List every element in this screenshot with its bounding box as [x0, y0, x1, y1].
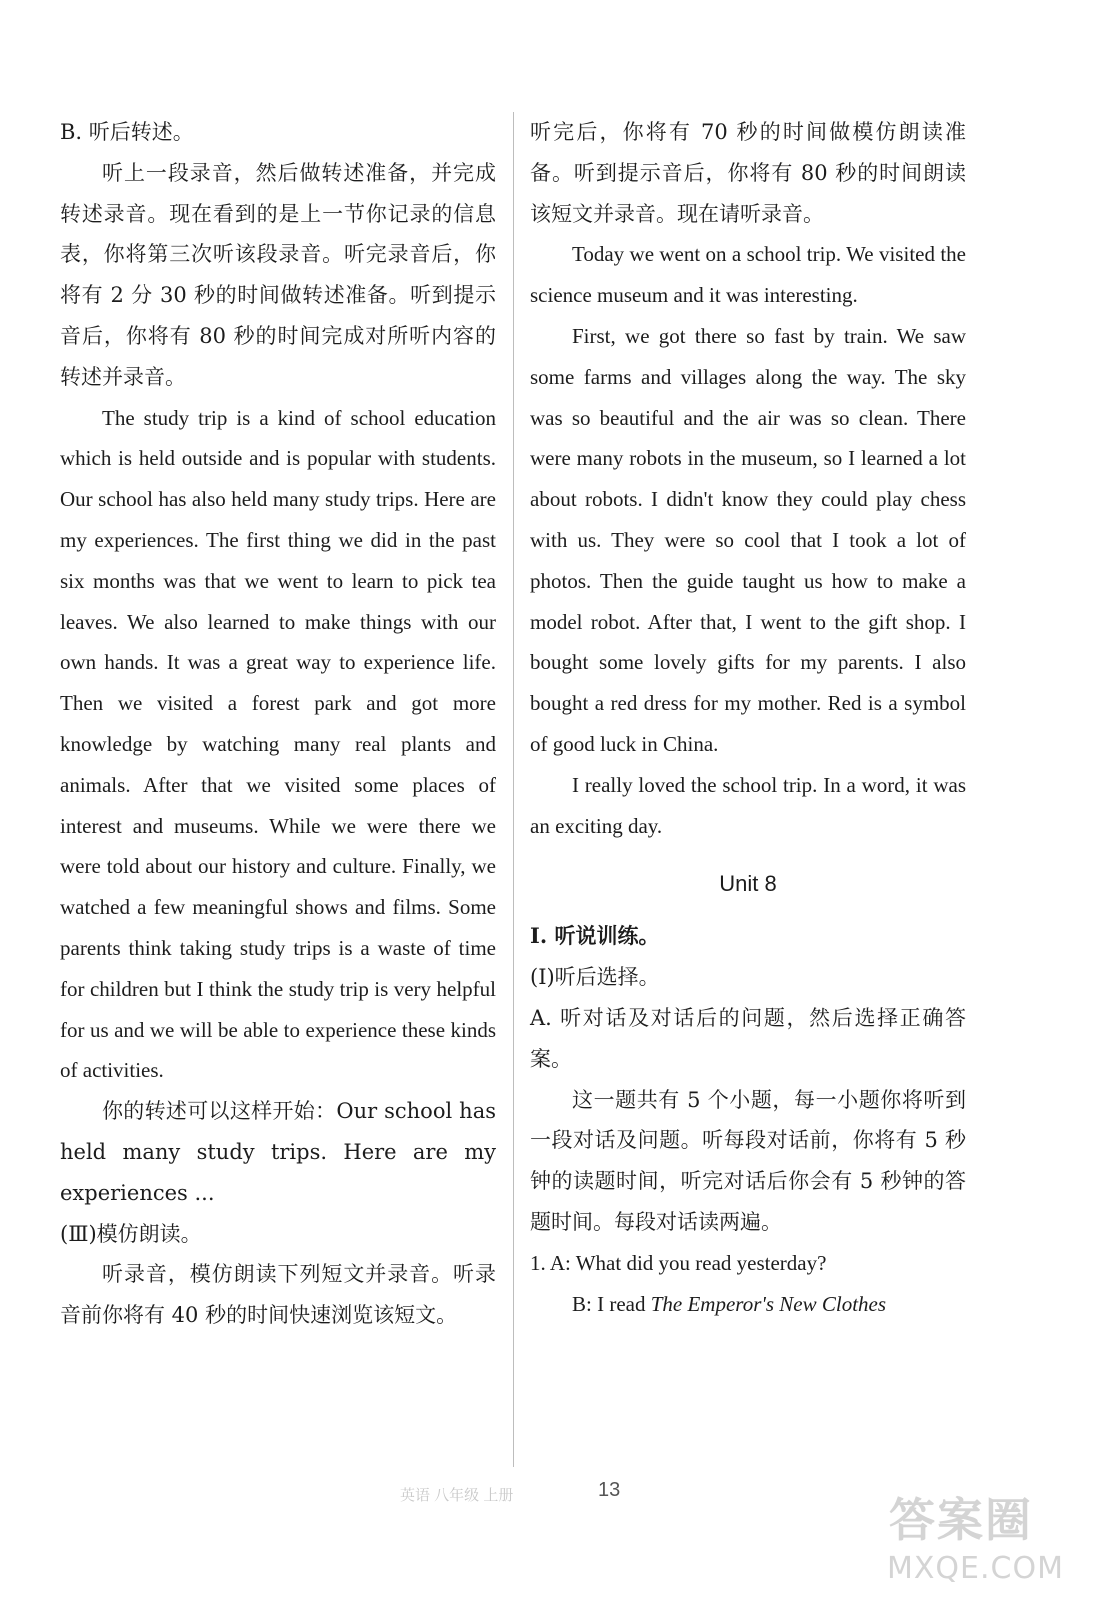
- unit-title: Unit 8: [719, 871, 777, 897]
- retell-instruction: 听上一段录音，然后做转述准备，并完成转述录音。现在看到的是上一节你记录的信息表，你将第三次听该段录音。听完录音后，你将有 2 分 30 秒的时间做转述准备。听到提示音后，你将有 80 秒的时间完成对所听内容的转述并录音。: [60, 160, 496, 389]
- reading-instruction-continued: 听完后，你将有 70 秒的时间做模仿朗读准备。听到提示音后，你将有 80 秒的时间朗读该短文并录音。现在请听录音。: [530, 120, 966, 226]
- heading-imitate-reading: (Ⅲ)模仿朗读。: [60, 1221, 202, 1246]
- section-heading-listening-speaking: Ⅰ. 听说训练。: [530, 923, 660, 949]
- question-1-line-a: 1. A: What did you read yesterday?: [530, 1250, 827, 1275]
- watermark-logo: [881, 1480, 1071, 1588]
- part-a-heading: A. 听对话及对话后的问题，然后选择正确答案。: [530, 1005, 966, 1071]
- q1-b-prefix: B: I read: [572, 1291, 651, 1316]
- question-1-line-b: [530, 1284, 966, 1325]
- reading-instruction: 听录音，模仿朗读下列短文并录音。听录音前你将有 40 秒的时间快速浏览该短文。: [60, 1262, 496, 1328]
- subsection-heading-listen-choose: (Ⅰ)听后选择。: [530, 965, 660, 990]
- watermark-url: MXQE.COM: [887, 1551, 1064, 1586]
- part-a-instruction: 这一题共有 5 个小题，每一小题你将听到一段对话及问题。听每段对话前，你将有 5 秒钟的读题时间，听完对话后你会有 5 秒钟的答题时间。每段对话读两遍。: [530, 1087, 966, 1234]
- heading-b: B. 听后转述。: [60, 120, 194, 144]
- reading-paragraph-2: First, we got there so fast by train. We saw some farms and villages along the way. The sky was so beautiful and the air was so clean. There were many robots in the museum, so I learned a lot about robots. I didn't know they could play chess with us. They were so cool that I took a lot of photos. Then the guide taught us how to make a model robot. After that, I went to the gift shop. I bought some lovely gifts for my parents. I also bought a red dress for my mother. Red is a symbol of good luck in China.: [530, 323, 966, 756]
- footer-faint-text: 英语 八年级 上册: [400, 1487, 514, 1504]
- retell-start-hint: 你的转述可以这样开始：Our school has held many study trips. Here are my experiences ...: [60, 1099, 496, 1205]
- q1-b-book-title: The Emperor's New Clothes: [650, 1291, 887, 1316]
- right-column: [530, 112, 966, 1324]
- retell-passage: The study trip is a kind of school education which is held outside and is popular with students. Our school has also held many study trips. Here are my experiences. The first thing we did in the past six months was that we went to learn to pick tea leaves. We also learned to make things with our own hands. It was a great way to experience life. Then we visited a forest park and got more knowledge by watching many real plants and animals. After that we visited some places of interest and museums. While we were there we were told about our history and culture. Finally, we watched a few meaningful shows and films. Some parents think taking study trips is a waste of time for children but I think the study trip is very helpful for us and we will be able to experience these kinds of activities.: [60, 405, 496, 1083]
- left-column: [60, 112, 496, 1336]
- reading-paragraph-3: I really loved the school trip. In a word, it was an exciting day.: [530, 772, 966, 838]
- watermark-chars: 答案圈: [889, 1493, 1033, 1547]
- column-divider: [513, 112, 514, 1467]
- reading-paragraph-1: Today we went on a school trip. We visited the science museum and it was interesting.: [530, 242, 966, 308]
- page-number: 13: [598, 1479, 621, 1501]
